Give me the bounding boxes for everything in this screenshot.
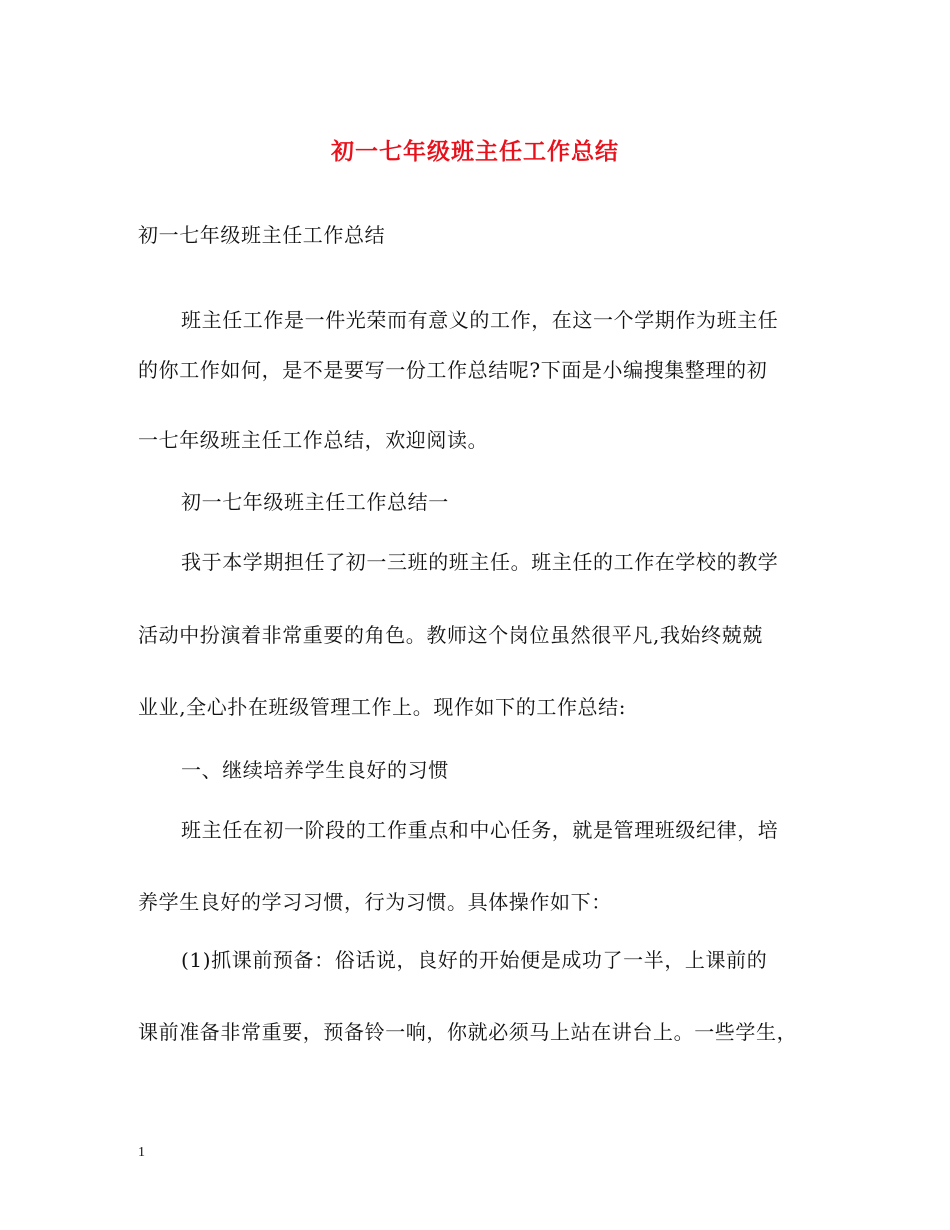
paragraph-line: 我于本学期担任了初一三班的班主任。班主任的工作在学校的教学 [181,550,779,574]
paragraph-line: 班主任在初一阶段的工作重点和中心任务，就是管理班级纪律，培 [181,818,779,842]
page-number: 1 [138,1145,145,1160]
section-heading: 一、继续培养学生良好的习惯 [181,758,449,782]
paragraph-line: 课前准备非常重要，预备铃一响，你就必须马上站在讲台上。一些学生， [138,1020,798,1044]
paragraph-line: 活动中扮演着非常重要的角色。教师这个岗位虽然很平凡,我始终兢兢 [138,623,763,647]
subtitle-line: 初一七年级班主任工作总结 [138,223,386,247]
document-title: 初一七年级班主任工作总结 [331,138,619,165]
paragraph-line: 一七年级班主任工作总结，欢迎阅读。 [138,428,489,452]
section-heading: 初一七年级班主任工作总结一 [181,490,449,514]
paragraph-line: 业业,全心扑在班级管理工作上。现作如下的工作总结: [138,695,627,719]
paragraph-line: 养学生良好的学习习惯，行为习惯。具体操作如下： [138,890,612,914]
paragraph-line: 的你工作如何，是不是要写一份工作总结呢?下面是小编搜集整理的初 [138,358,768,382]
paragraph-line: (1)抓课前预备：俗话说，良好的开始便是成功了一半，上课前的 [181,948,768,972]
paragraph-line: 班主任工作是一件光荣而有意义的工作，在这一个学期作为班主任 [181,308,779,332]
